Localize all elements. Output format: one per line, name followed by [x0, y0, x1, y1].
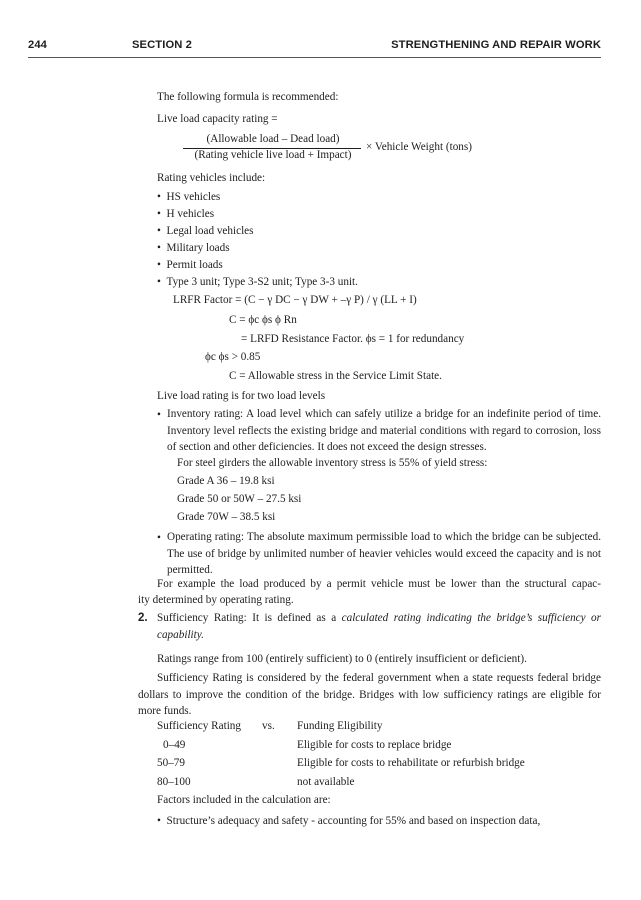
grade-line: Grade 50 or 50W – 27.5 ksi — [177, 493, 302, 505]
example-line-2: ity determined by operating rating. — [138, 594, 294, 606]
operating-rating-paragraph: Operating rating: The absolute maximum permissible load to which the bridge can be subjected. The use of bridge by unlimited number of heavier vehicles would exceed the capacity and is not permitted. — [167, 531, 601, 577]
table-cell-range: 50–79 — [157, 757, 185, 769]
rating-vehicles-heading: Rating vehicles include: — [157, 172, 266, 184]
ratings-range: Ratings range from 100 (entirely sufficient) to 0 (entirely insufficient or deficient). — [157, 653, 527, 665]
item-number: 2. — [138, 612, 148, 624]
formula-multiplier: × Vehicle Weight (tons) — [366, 141, 472, 153]
formula-denominator: (Rating vehicle live load + Impact) — [194, 149, 352, 161]
list-item: • Permit loads — [157, 259, 223, 271]
factors-heading: Factors included in the calculation are: — [157, 794, 331, 806]
lrfr-phi-condition: ϕc ϕs > 0.85 — [205, 351, 261, 363]
running-title: STRENGTHENING AND REPAIR WORK — [391, 39, 601, 51]
steel-girders-intro: For steel girders the allowable inventory stress is 55% of yield stress: — [177, 457, 488, 469]
section-label: SECTION 2 — [132, 39, 192, 51]
list-item: • Legal load vehicles — [157, 225, 254, 237]
running-header — [28, 39, 601, 57]
list-item: • Type 3 unit; Type 3-S2 unit; Type 3-3 unit. — [157, 276, 358, 288]
federal-paragraph: Sufficiency Rating is considered by the federal government when a state requests federal bridge dollars to improve the condition of the bridge. Bridges with low sufficiency ratings are eligible for more funds. — [138, 672, 601, 718]
list-item: • Military loads — [157, 242, 230, 254]
table-cell-eligibility: Eligible for costs to rehabilitate or refurbish bridge — [297, 757, 525, 769]
live-load-capacity-label: Live load capacity rating = — [157, 113, 278, 125]
sufficiency-definition: Sufficiency Rating: It is defined as a calculated rating indicating the bridge’s sufficiency or capability. — [157, 612, 601, 641]
live-load-levels-heading: Live load rating is for two load levels — [157, 390, 326, 402]
list-item: • H vehicles — [157, 208, 215, 220]
grade-line: Grade 70W – 38.5 ksi — [177, 511, 276, 523]
list-item: • Structure’s adequacy and safety - accounting for 55% and based on inspection data, — [157, 815, 541, 827]
formula-numerator: (Allowable load – Dead load) — [206, 133, 340, 145]
lrfr-factor-equation: LRFR Factor = (C − γ DC − γ DW + –γ P) / γ (LL + I) — [173, 294, 417, 306]
formula-intro: The following formula is recommended: — [157, 91, 339, 103]
list-item: • HS vehicles — [157, 191, 221, 203]
table-cell-range: 0–49 — [163, 739, 186, 751]
bullet-glyph: • — [157, 409, 161, 421]
table-header-vs: vs. — [262, 720, 275, 732]
table-cell-eligibility: not available — [297, 776, 355, 788]
lrfr-allowable-stress: C = Allowable stress in the Service Limit State. — [229, 370, 442, 382]
lrfr-resistance-factor: = LRFD Resistance Factor. ϕs = 1 for redundancy — [241, 333, 465, 345]
example-line-1: For example the load produced by a permit vehicle must be lower than the structural capac- — [157, 578, 601, 590]
lrfr-c-equation: C = ϕc ϕs ϕ Rn — [229, 314, 297, 326]
table-header-eligibility: Funding Eligibility — [297, 720, 383, 732]
bullet-glyph: • — [157, 532, 161, 544]
inventory-rating-paragraph: Inventory rating: A load level which can safely utilize a bridge for an indefinite period of time. Inventory level reflects the existing bridge and material conditions with regard to corrosion, loss of section and other deficiencies. It does not exceed the design stresses. — [167, 408, 601, 454]
grade-line: Grade A 36 – 19.8 ksi — [177, 475, 275, 487]
page-number: 244 — [28, 39, 47, 51]
table-header-rating: Sufficiency Rating — [157, 720, 241, 732]
table-cell-eligibility: Eligible for costs to replace bridge — [297, 739, 452, 751]
header-rule — [28, 57, 601, 58]
table-cell-range: 80–100 — [157, 776, 191, 788]
